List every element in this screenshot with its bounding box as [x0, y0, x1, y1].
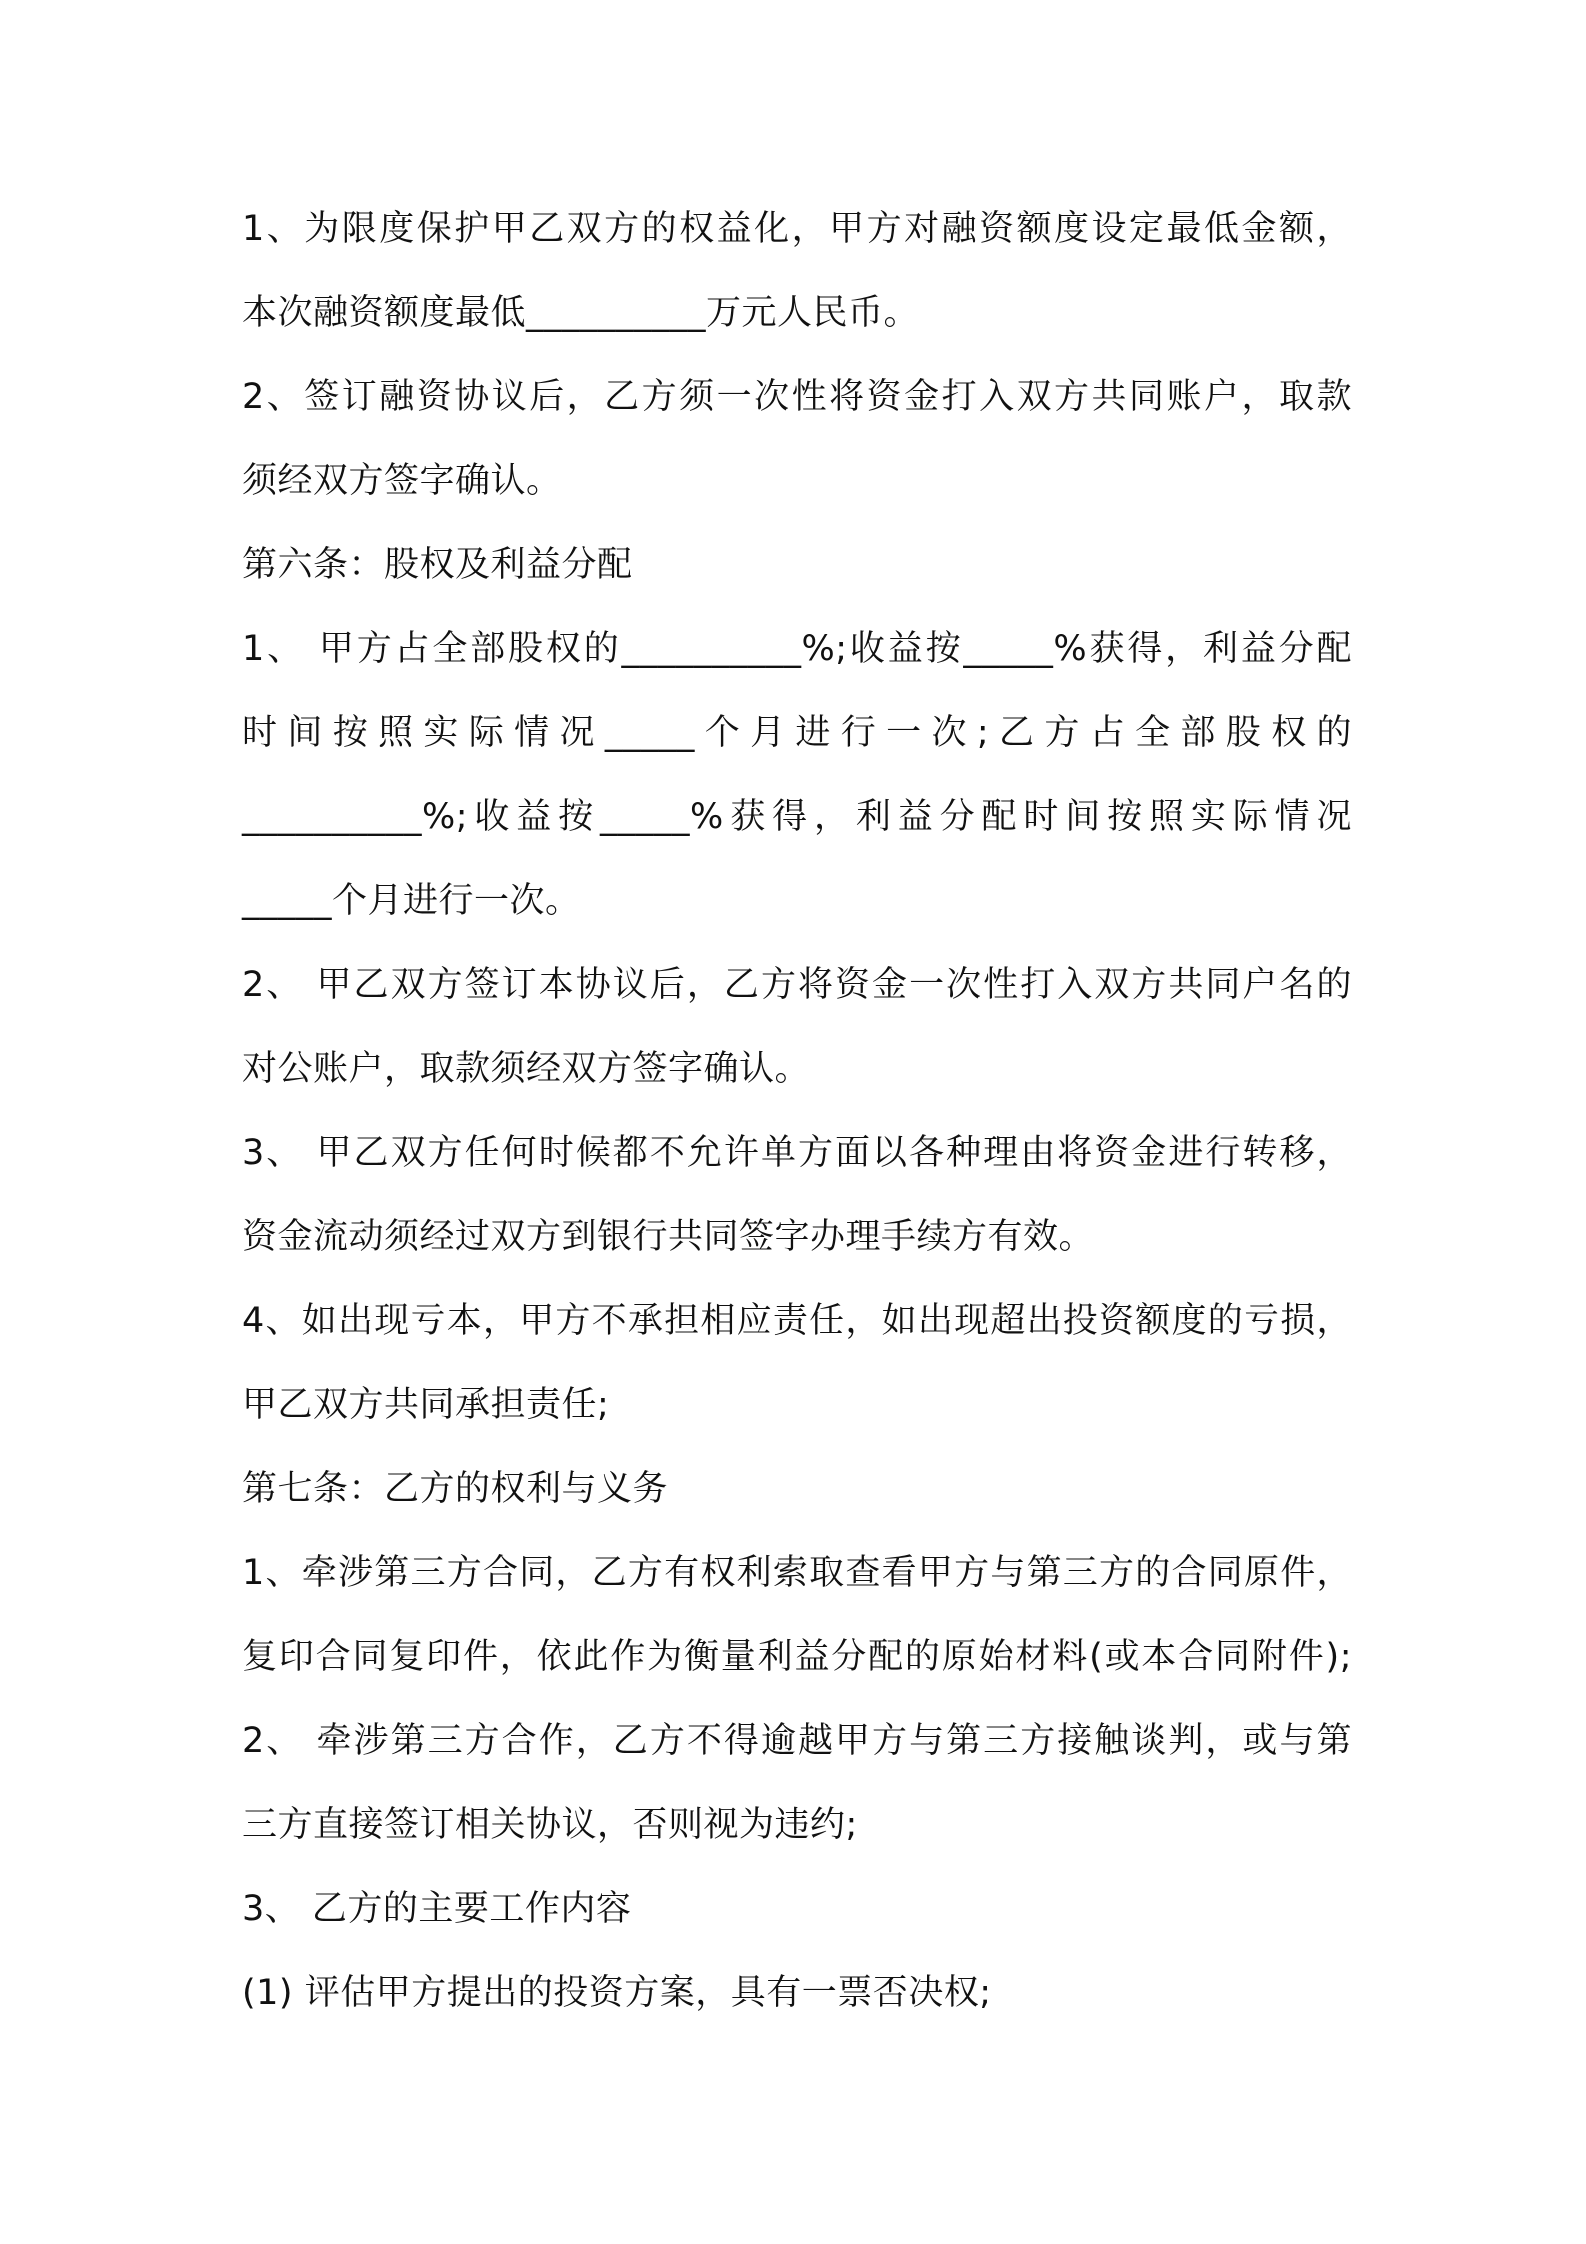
paragraph-6-4-line-2: 甲乙双方共同承担责任; [242, 1385, 610, 1425]
paragraph-5-1-line-2: 本次融资额度最低__________万元人民币。 [242, 293, 920, 333]
paragraph-5-1-line-1: 1、为限度保护甲乙双方的权益化，甲方对融资额度设定最低金额， [242, 209, 1352, 249]
paragraph-6-3-line-2: 资金流动须经过双方到银行共同签字办理手续方有效。 [242, 1217, 1095, 1257]
paragraph-6-4-line-1: 4、如出现亏本，甲方不承担相应责任，如出现超出投资额度的亏损， [242, 1301, 1352, 1341]
paragraph-7-2-line-2: 三方直接签订相关协议，否则视为违约; [242, 1805, 858, 1845]
article-7-heading: 第七条：乙方的权利与义务 [242, 1469, 669, 1509]
article-6-heading: 第六条：股权及利益分配 [242, 545, 633, 585]
list-item-7-3-1: (1) 评估甲方提出的投资方案，具有一票否决权; [242, 1973, 992, 2013]
paragraph-7-3-heading: 3、 乙方的主要工作内容 [242, 1889, 632, 1929]
paragraph-7-2-line-1: 2、 牵涉第三方合作，乙方不得逾越甲方与第三方接触谈判，或与第 [242, 1721, 1352, 1761]
paragraph-6-1-line-1: 1、 甲方占全部股权的__________%;收益按_____%获得，利益分配 [242, 629, 1352, 669]
paragraph-5-2-line-2: 须经双方签字确认。 [242, 461, 562, 501]
paragraph-7-1-line-1: 1、牵涉第三方合同，乙方有权利索取查看甲方与第三方的合同原件， [242, 1553, 1352, 1593]
paragraph-6-1-line-4: _____个月进行一次。 [242, 881, 581, 921]
paragraph-6-2-line-2: 对公账户，取款须经双方签字确认。 [242, 1049, 811, 1089]
paragraph-5-2-line-1: 2、签订融资协议后，乙方须一次性将资金打入双方共同账户，取款 [242, 377, 1352, 417]
paragraph-6-1-line-3: __________%;收益按_____%获得，利益分配时间按照实际情况 [242, 797, 1352, 837]
paragraph-7-1-line-2: 复印合同复印件，依此作为衡量利益分配的原始材料(或本合同附件); [242, 1637, 1352, 1677]
paragraph-6-3-line-1: 3、 甲乙双方任何时候都不允许单方面以各种理由将资金进行转移， [242, 1133, 1352, 1173]
paragraph-6-2-line-1: 2、 甲乙双方签订本协议后，乙方将资金一次性打入双方共同户名的 [242, 965, 1352, 1005]
paragraph-6-1-line-2: 时间按照实际情况_____个月进行一次;乙方占全部股权的 [242, 713, 1352, 753]
